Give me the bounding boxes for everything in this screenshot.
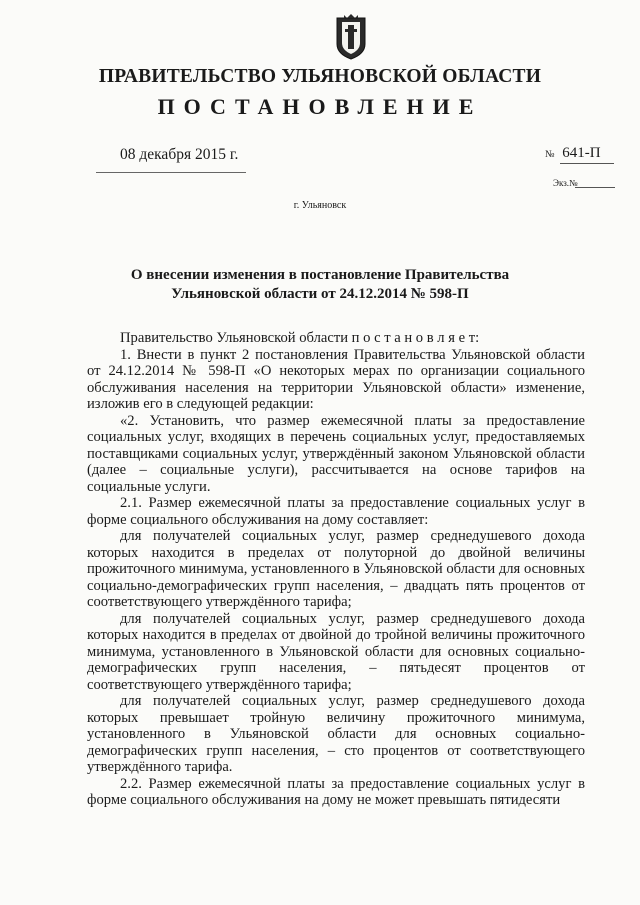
paragraph: для получателей социальных услуг, размер среднедушевого дохода которых находится в пределах от полуторной до двойной величины прожиточного минимума, установленного в Ульяновской области для основных социально-демографических групп населения, – двадцать пять процентов от соответствующего утверждённого тарифа; (87, 528, 585, 610)
document-body (87, 330, 585, 809)
document-type: ПОСТАНОВЛЕНИЕ (157, 94, 483, 119)
document-number (545, 145, 601, 162)
paragraph: 1. Внести в пункт 2 постановления Правительства Ульяновской области от 24.12.2014 № 598-П «О некоторых мерах по организации социального обслуживания населения на территории Ульяновской области» изменение, изложив его в следующей редакции: (87, 346, 585, 412)
title-line-1: О внесении изменения в постановление Правительства (130, 267, 510, 283)
number-underline (560, 163, 614, 164)
number-sign: № (545, 149, 555, 160)
date-underline (96, 172, 246, 173)
paragraph: 2.1. Размер ежемесячной платы за предоставление социальных услуг в форме социального обслуживания на дому составляет: (87, 495, 585, 528)
paragraph: для получателей социальных услуг, размер среднедушевого дохода которых превышает тройную величину прожиточного минимума, установленного в Ульяновской области для основных социально-демографических групп населения, – сто процентов от соответствующего утверждённого тарифа. (87, 693, 585, 775)
copy-number-label: Экз.№ (553, 178, 578, 188)
number-value: 641-П (562, 145, 601, 161)
paragraph: для получателей социальных услуг, размер среднедушевого дохода которых находится в пределах от двойной до тройной величины прожиточного минимума, установленного в Ульяновской области для основных социально-демографических групп населения, – пятьдесят процентов от соответствующего утверждённого тарифа; (87, 610, 585, 693)
government-name: ПРАВИТЕЛЬСТВО УЛЬЯНОВСКОЙ ОБЛАСТИ (98, 66, 542, 87)
document-title (0, 266, 640, 303)
coat-of-arms-icon (334, 14, 368, 60)
title-line-2: Ульяновской области от 24.12.2014 № 598-П (171, 285, 469, 302)
document-date: 08 декабря 2015 г. (120, 146, 239, 163)
paragraph: Правительство Ульяновской области п о с т а н о в л я е т: (120, 330, 480, 346)
copy-underline (575, 187, 615, 188)
paragraph: «2. Установить, что размер ежемесячной платы за предоставление социальных услуг, входящих в перечень социальных услуг, предоставляемых поставщиками социальных услуг, утверждённый законом Ульяновской области (далее – социальные услуги), рассчитывается на основе тарифов на социальные услуги. (87, 412, 585, 495)
city: г. Ульяновск (293, 200, 347, 211)
paragraph: 2.2. Размер ежемесячной платы за предоставление социальных услуг в форме социального обслуживания на дому не может превышать пятидесяти (87, 775, 585, 808)
